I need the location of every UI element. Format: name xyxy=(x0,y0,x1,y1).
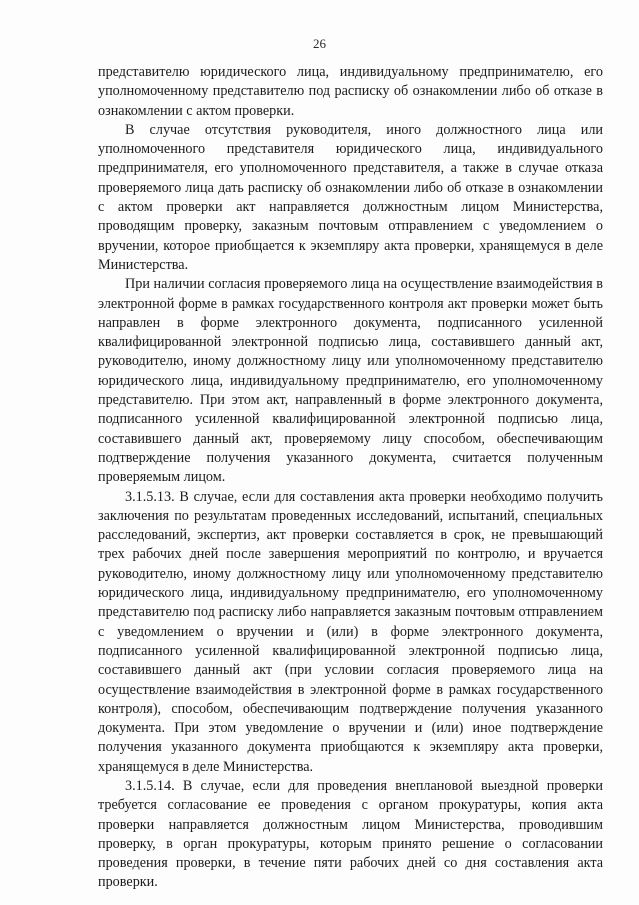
paragraph-electronic-form: При наличии согласия проверяемого лица на осуществление взаимодействия в электронной форме в рамках государственного контроля акт проверки может быть направлен в форме электронного документа, подписанного усиленной квалифицированной электронной подписью лица, составившего данный акт, руководителю, иному должностному лицу или уполномоченному представителю юридического лица, индивидуальному предпринимателю, его уполномоченному представителю. При этом акт, направленный в форме электронного документа, подписанного усиленной квалифицированной электронной подписью лица, составившего данный акт, проверяемому лицу способом, обеспечивающим подтверждение получения указанного документа, считается полученным проверяемым лицом. xyxy=(98,276,603,486)
paragraph-continuation: представителю юридического лица, индивидуальному предпринимателю, его уполномоченному представителю под расписку об ознакомлении либо об отказе в ознакомлении с актом проверки. xyxy=(98,64,603,119)
paragraph-3-1-5-13: 3.1.5.13. В случае, если для составления акта проверки необходимо получить заключения по результатам проведенных исследований, испытаний, специальных расследований, экспертиз, акт проверки составляется в срок, не превышающий трех рабочих дней после завершения мероприятий по контролю, и вручается руководителю, иному должностному лицу или уполномоченному представителю юридического лица, индивидуальному предпринимателю, его уполномоченному представителю под расписку либо направляется заказным почтовым отправлением с уведомлением о вручении и (или) в форме электронного документа, подписанного усиленной квалифицированной электронной подписью лица, составившего данный акт (при условии согласия проверяемого лица на осуществление взаимодействия в электронной форме в рамках государственного контроля), способом, обеспечивающим подтверждение получения указанного документа. При этом уведомление о вручении и (или) иное подтверждение получения указанного документа приобщаются к экземпляру акта проверки, хранящемуся в деле Министерства. xyxy=(98,488,603,775)
paragraph-absence-of-head: В случае отсутствия руководителя, иного должностного лица или уполномоченного представителя юридического лица, индивидуального предпринимателя, его уполномоченного представителя, а также в случае отказа проверяемого лица дать расписку об ознакомлении либо об отказе в ознакомлении с актом проверки акт направляется должностным лицом Министерства, проводящим проверку, заказным почтовым отправлением с уведомлением о вручении, которое приобщается к экземпляру акта проверки, хранящемуся в деле Министерства. xyxy=(98,121,603,273)
page-number: 26 xyxy=(313,36,326,51)
paragraph-3-1-5-14: 3.1.5.14. В случае, если для проведения внеплановой выездной проверки требуется согласование ее проведения с органом прокуратуры, копия акта проверки направляется должностным лицом Министерства, проводившим проверку, в орган прокуратуры, которым принято решение о согласовании проведения проверки, в течение пяти рабочих дней со дня составления акта проверки. xyxy=(98,777,603,891)
document-body xyxy=(98,63,603,893)
